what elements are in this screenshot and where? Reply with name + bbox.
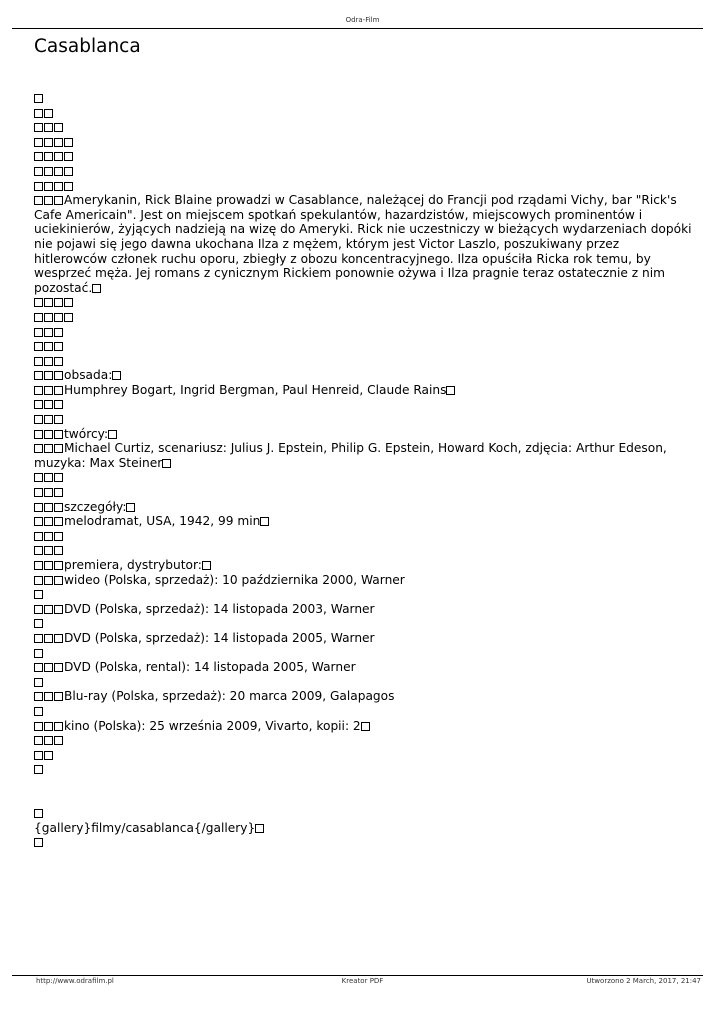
release-label: premiera, dystrybutor: [64,558,202,572]
box-row [34,164,694,179]
box-row [34,149,694,164]
crew-value: Michael Curtiz, scenariusz: Julius J. Epstein, Philip G. Epstein, Howard Koch, zdjęcia: Arthur Edeson, muzyka: Max Steiner [34,441,667,470]
box-row [34,339,694,354]
box-row [34,835,694,850]
release-line [34,602,694,617]
crew-label-line [34,427,694,442]
details-value: melodramat, USA, 1942, 99 min [64,514,261,529]
box-row [34,733,694,748]
release-entry: DVD (Polska, rental): 14 listopada 2005, Warner [64,660,356,675]
release-entry: DVD (Polska, sprzedaż): 14 listopada 2005, Warner [64,630,375,645]
footer-created: Utworzono 2 March, 2017, 21:47 [586,977,701,985]
gallery-tag: {gallery}filmy/casablanca{/gallery} [34,820,256,835]
header-site-name: Odra-Film [345,16,380,24]
release-entry: Blu-ray (Polska, sprzedaż): 20 marca 2009, Galapagos [64,689,395,704]
footer-url[interactable]: http://www.odrafilm.pl [36,977,114,985]
box-row [34,587,694,602]
release-entry: wideo (Polska, sprzedaż): 10 października 2000, Warner [64,572,405,587]
release-line [34,719,694,734]
details-label: szczegóły: [64,499,127,514]
release-label-line [34,558,694,573]
release-line [34,689,694,704]
box-row [34,106,694,121]
box-row [34,135,694,150]
box-row [34,354,694,369]
box-row [34,310,694,325]
release-entry: DVD (Polska, sprzedaż): 14 listopada 2003, Warner [64,601,375,616]
cast-value-line [34,383,694,398]
release-line [34,660,694,675]
box-row [34,646,694,661]
crew-value-line [34,441,694,470]
footer-generator: Kreator PDF [341,977,384,985]
box-row [34,295,694,310]
box-row [34,485,694,500]
release-entry: kino (Polska): 25 września 2009, Vivarto, kopii: 2 [64,718,361,733]
box-row [34,91,694,106]
box-row [34,397,694,412]
box-row [34,675,694,690]
box-row [34,120,694,135]
page-title: Casablanca [34,36,141,57]
article-body [34,91,694,850]
plot-text: Amerykanin, Rick Blaine prowadzi w Casablance, należącej do Francji pod rządami Vichy, bar "Rick's Cafe Americain". Jest on miejscem spotkań spekulantów, hazardzistów, miejscowych prominentów i uciekinierów, żyjących nadzieją na wizę do Ameryki. Rick nie uczestniczy w bieżących wydarzeniach dopóki nie pojawi się jego dawna ukochana Ilza z mężem, którym jest Victor Laszlo, poszukiwany przez hitlerowców członek ruchu oporu, zbiegły z obozu koncentracyjnego. Ilza opuściła Ricka rok temu, by wesprzeć męża. Jej romans z cynicznym Rickiem ponownie ożywa i Ilza pragnie teraz ostatecznie z nim pozostać. [34,193,692,295]
gallery-line [34,821,694,836]
footer-divider [12,975,703,976]
box-row [34,529,694,544]
spacer [34,792,694,807]
details-value-line [34,514,694,529]
plot-paragraph [34,193,694,295]
box-row [34,325,694,340]
spacer [34,777,694,792]
header-divider [12,28,703,29]
box-row [34,616,694,631]
box-row [34,762,694,777]
box-row [34,806,694,821]
box-row [34,470,694,485]
cast-label-line [34,368,694,383]
release-line [34,573,694,588]
box-row [34,543,694,558]
details-label-line [34,500,694,515]
cast-label: obsada: [64,368,113,383]
release-line [34,631,694,646]
box-row [34,412,694,427]
cast-value: Humphrey Bogart, Ingrid Bergman, Paul Henreid, Claude Rains [64,382,447,397]
box-row [34,179,694,194]
box-row [34,704,694,719]
crew-label: twórcy: [64,426,109,441]
box-row [34,748,694,763]
